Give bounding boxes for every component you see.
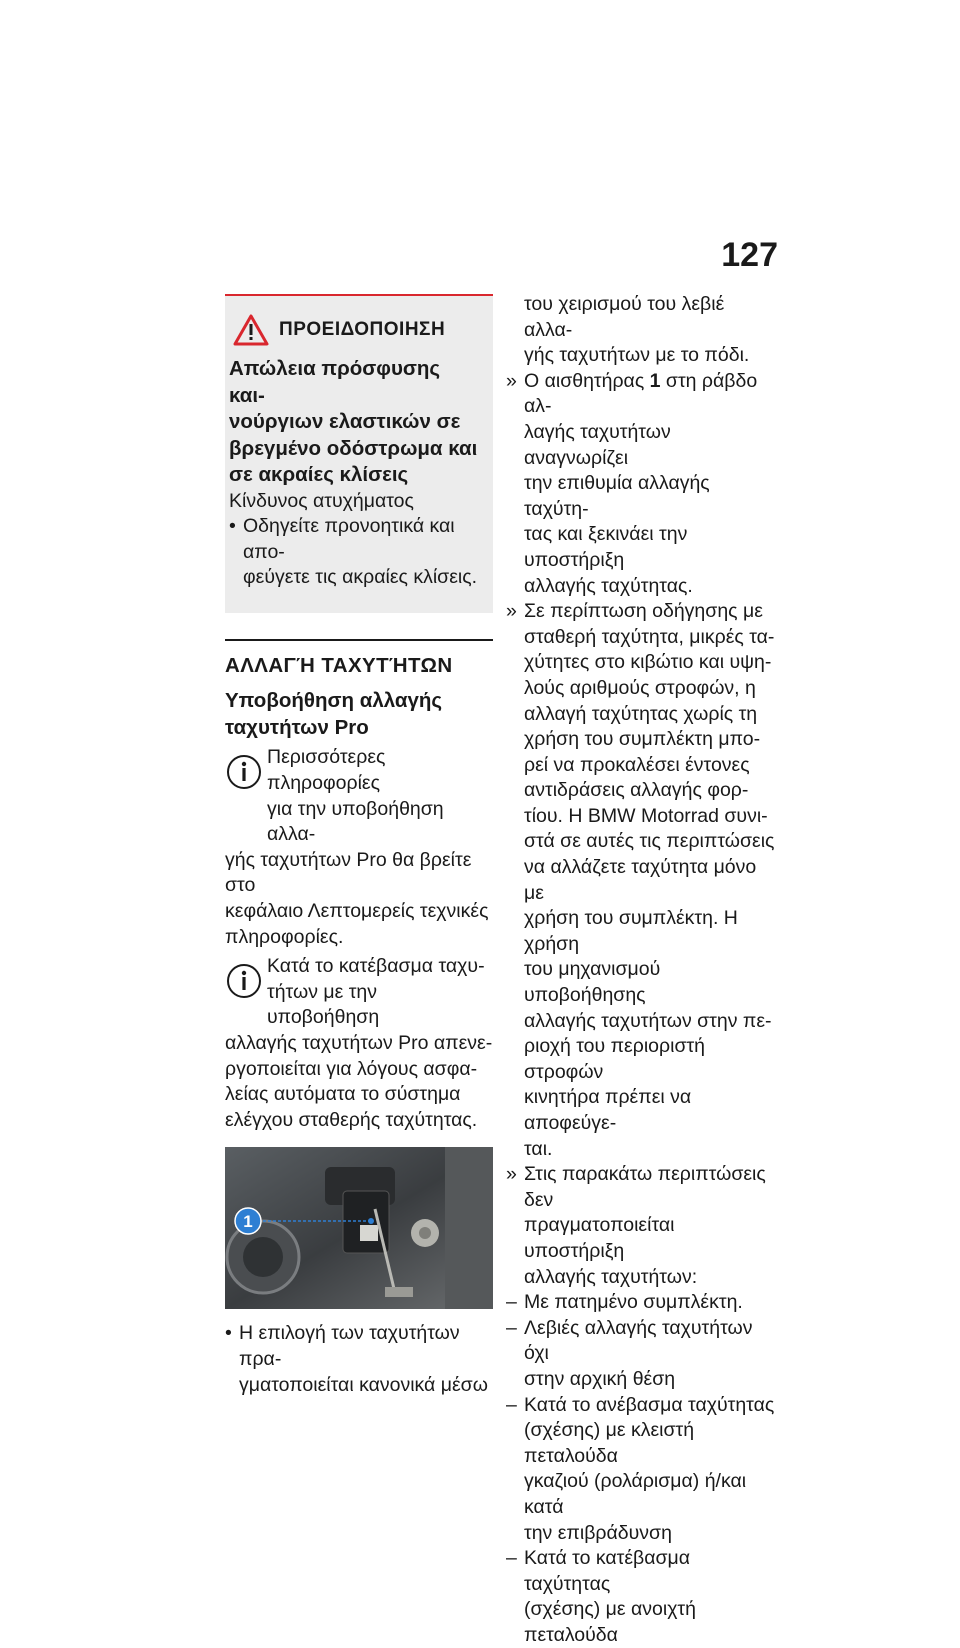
warning-bullet-line: Οδηγείτε προνοητικά και απο-: [243, 515, 455, 563]
dash-icon: –: [506, 1316, 517, 1339]
warning-heading-line: σε ακραίες κλίσεις: [229, 463, 409, 486]
left-column: [225, 294, 493, 1398]
dash-line: γκαζιού (ρολάρισμα) ή/και κατά: [524, 1470, 747, 1518]
dash-line: Λεβιές αλλαγής ταχυτήτων όχι: [524, 1316, 753, 1365]
dash-line: Κατά το κατέβασμα ταχύτητας: [524, 1547, 691, 1595]
gear-selection-bullet: [225, 1321, 493, 1398]
warning-header: [229, 314, 481, 346]
info-line: λείας αυτόματα το σύστημα: [225, 1083, 461, 1106]
info-note-1: [225, 745, 493, 950]
list-line: αλλαγή ταχύτητας χωρίς τη: [524, 702, 758, 725]
warning-box: [225, 294, 493, 613]
bullet-icon: •: [225, 1322, 232, 1345]
section-title: ΑΛΛΑΓΉ ΤΑΧΥΤΉΤΩΝ: [225, 653, 453, 677]
list-line: Σε περίπτωση οδήγησης με: [524, 600, 763, 623]
info-line: ργοποιείται για λόγους ασφα-: [225, 1057, 478, 1080]
list-line: ται.: [524, 1137, 553, 1160]
dash-line: (σχέσης) με ανοιχτή πεταλούδα: [524, 1598, 696, 1646]
list-line: χρήση του συμπλέκτη μπο-: [524, 728, 761, 751]
chevron-icon: »: [506, 600, 517, 623]
dash-icon: –: [506, 1291, 517, 1314]
dash-item: [506, 1546, 776, 1648]
info-line: ελέγχου σταθερής ταχύτητας.: [225, 1108, 478, 1131]
list-line: Ο αισθητήρας 1 στη ράβδο αλ-: [524, 369, 758, 418]
subsection-title-line: Υποβοήθηση αλλαγής: [225, 689, 443, 713]
list-line: κινητήρα πρέπει να αποφεύγε-: [524, 1086, 692, 1134]
list-line: στά σε αυτές τις περιπτώσεις: [524, 830, 775, 853]
bullet-icon: •: [229, 515, 236, 538]
warning-heading-line: βρεγμένο οδόστρωμα και: [229, 436, 478, 460]
info-line: τήτων με την υποβοήθηση: [267, 980, 380, 1029]
list-line: σταθερή ταχύτητα, μικρές τα-: [524, 625, 775, 648]
list-line: αλλαγής ταχυτήτων:: [524, 1265, 698, 1288]
info-icon: [225, 753, 263, 791]
continued-line: γής ταχυτήτων με το πόδι.: [524, 344, 750, 367]
list-line: τίου. Η BMW Motorrad συνι-: [524, 804, 768, 827]
warning-heading-line: νούργιων ελαστικών σε: [229, 410, 461, 433]
dash-line: στην αρχική θέση: [524, 1367, 676, 1390]
chevron-icon: »: [506, 1163, 517, 1186]
info-line: Κατά το κατέβασμα ταχυ-: [267, 955, 485, 978]
list-line: ριοχή του περιοριστή στροφών: [524, 1035, 706, 1083]
warning-heading: [229, 356, 481, 489]
info-line: γής ταχυτήτων Pro θα βρείτε στο: [225, 848, 472, 897]
warning-triangle-icon: [233, 314, 269, 346]
bullet-line: Η επιλογή των ταχυτήτων πρα-: [239, 1322, 460, 1370]
warning-title: ΠΡΟΕΙΔΟΠΟΙΗΣΗ: [279, 319, 446, 341]
dash-line: την επιβράδυνση: [524, 1521, 672, 1544]
subsection-title: [225, 688, 493, 741]
dash-line: (σχέσης) με κλειστή πεταλούδα: [524, 1419, 695, 1467]
list-line: αλλαγής ταχυτήτων στην πε-: [524, 1009, 772, 1032]
list-line: αντιδράσεις αλλαγής φορ-: [524, 779, 749, 802]
list-line: λαγής ταχυτήτων αναγνωρίζει: [524, 420, 671, 469]
info-line: Περισσότερες πληροφορίες: [267, 746, 386, 795]
gear-shift-sensor-photo: [225, 1147, 493, 1309]
warning-bullet-line: φεύγετε τις ακραίες κλίσεις.: [243, 566, 478, 589]
info-line: αλλαγής ταχυτήτων Pro απενε-: [225, 1032, 493, 1054]
list-line: χρήση του συμπλέκτη. Η χρήση: [524, 907, 738, 955]
subsection-title-line: ταχυτήτων Pro: [225, 715, 369, 739]
list-item: [506, 369, 776, 599]
dash-icon: –: [506, 1547, 517, 1570]
list-line: τας και ξεκινάει την υποστήριξη: [524, 523, 688, 571]
section-divider: [225, 639, 493, 641]
continued-line: του χειρισμού του λεβιέ αλλα-: [524, 293, 725, 341]
info-icon: [225, 962, 263, 1000]
dash-item: [506, 1316, 776, 1393]
list-item: [506, 1162, 776, 1290]
warning-hazard: Κίνδυνος ατυχήματος: [229, 489, 414, 512]
dash-icon: –: [506, 1393, 517, 1416]
list-item: [506, 599, 776, 1162]
list-line: πραγματοποιείται υποστήριξη: [524, 1214, 675, 1262]
info-line: κεφάλαιο Λεπτομερείς τεχνικές: [225, 900, 489, 923]
list-line: ρεί να προκαλέσει έντονες: [524, 753, 750, 776]
page-number: 127: [721, 236, 778, 274]
info-line: για την υποβοήθηση αλλα-: [267, 797, 444, 846]
list-line: αλλαγής ταχύτητας.: [524, 574, 693, 597]
chevron-icon: »: [506, 369, 517, 392]
dash-item: [506, 1393, 776, 1547]
info-note-2: [225, 954, 493, 1133]
dash-line: Κατά το ανέβασμα ταχύτητας: [524, 1393, 775, 1416]
warning-heading-line: Απώλεια πρόσφυσης και-: [229, 357, 441, 407]
figure-callout-number: 1: [243, 1212, 253, 1232]
warning-bullet: [229, 514, 481, 591]
list-line: λούς αριθμούς στροφών, η: [524, 676, 756, 699]
list-line: την επιθυμία αλλαγής ταχύτη-: [524, 472, 710, 520]
list-line: να αλλάζετε ταχύτητα μόνο με: [524, 856, 757, 904]
list-line: χύτητες στο κιβώτιο και υψη-: [524, 651, 772, 674]
info-line: πληροφορίες.: [225, 925, 344, 948]
dash-item: [506, 1290, 776, 1316]
right-column: [506, 292, 776, 1648]
list-line: του μηχανισμού υποβοήθησης: [524, 958, 661, 1007]
list-line: Στις παρακάτω περιπτώσεις δεν: [524, 1163, 766, 1211]
dash-line: Με πατημένο συμπλέκτη.: [524, 1291, 743, 1314]
bullet-line: γματοποιείται κανονικά μέσω: [239, 1373, 488, 1396]
